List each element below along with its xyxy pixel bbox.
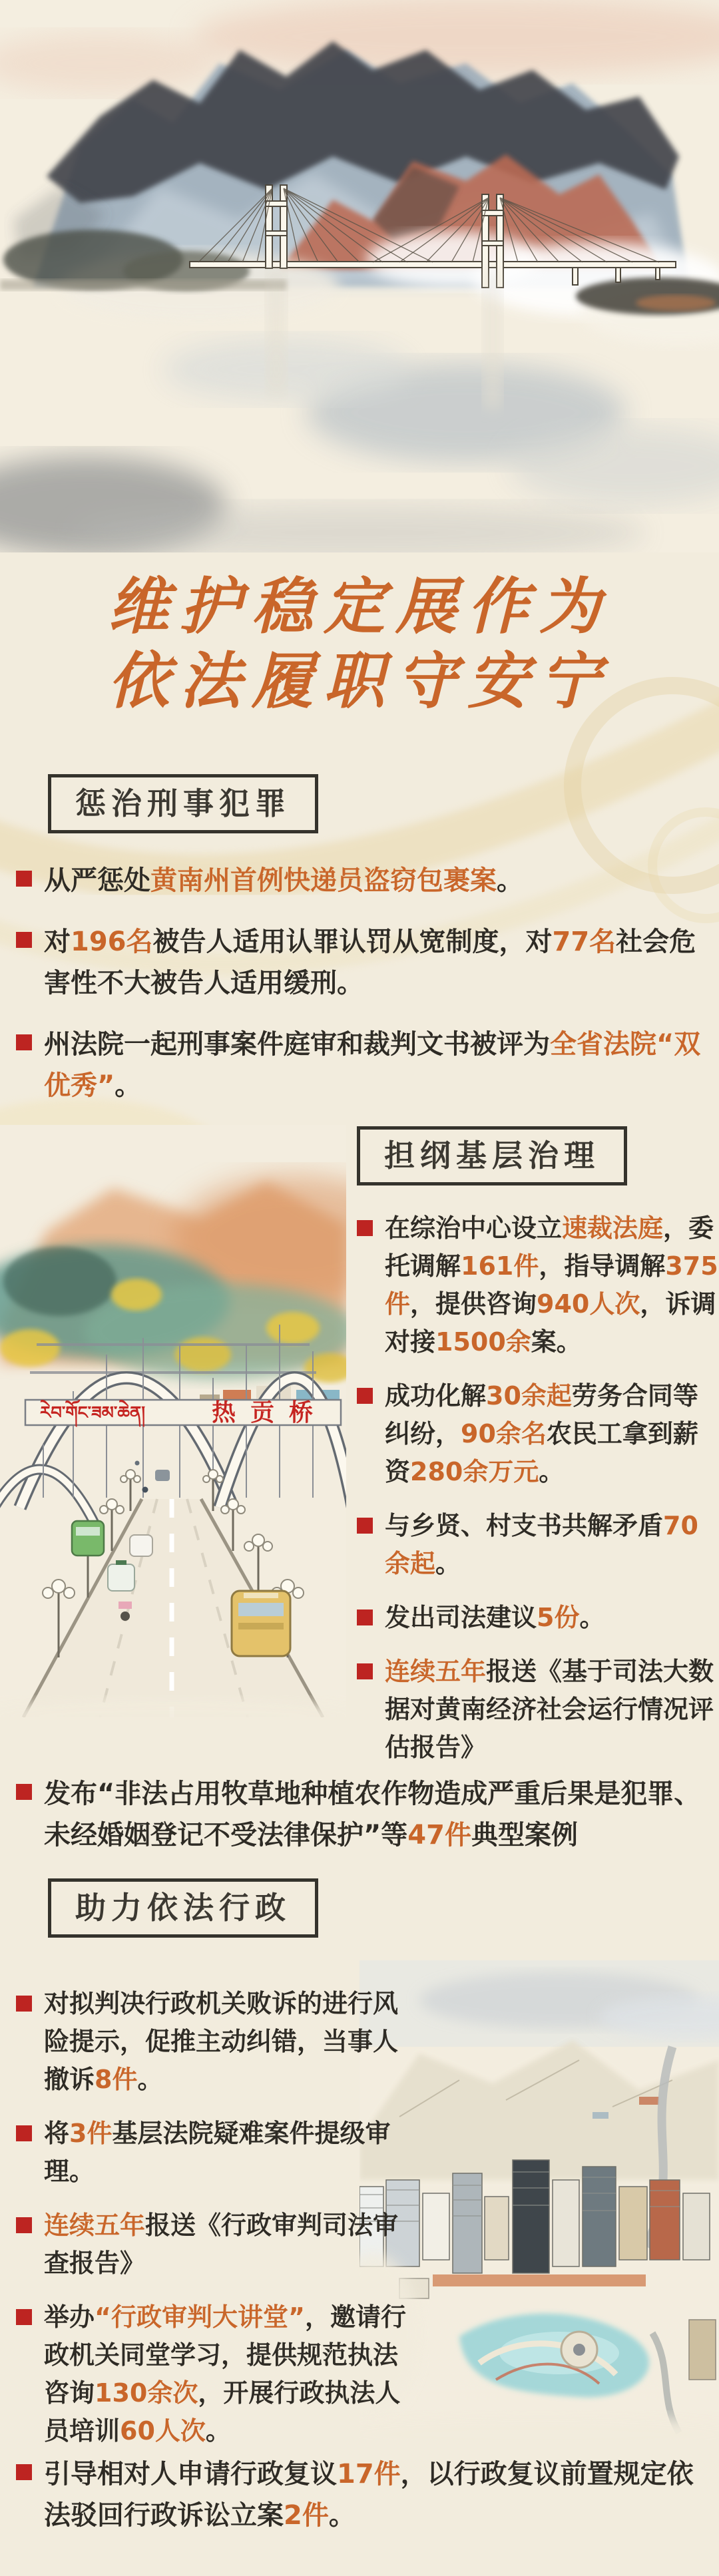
list-item bbox=[16, 1985, 410, 2099]
bullet-square-icon bbox=[357, 1220, 373, 1236]
section-header-box: 助力依法行政 bbox=[48, 1878, 318, 1938]
bullet-square-icon bbox=[16, 2464, 32, 2480]
bullet-square-icon bbox=[16, 1034, 32, 1050]
poster-title bbox=[0, 570, 719, 719]
bullet-text: 将3件基层法院疑难案件提级审理。 bbox=[44, 2119, 391, 2186]
bullet-square-icon bbox=[357, 1610, 373, 1625]
bullet-text: 发出司法建议5份。 bbox=[385, 1603, 605, 1633]
bullet-square-icon bbox=[16, 1996, 32, 2012]
list-item bbox=[357, 1599, 719, 1637]
bullet-text: 对拟判决行政机关败诉的进行风险提示，促推主动纠错，当事人撤诉8件。 bbox=[44, 1989, 399, 2094]
title-line-1: 维护稳定展作为 bbox=[107, 571, 611, 642]
list-item bbox=[357, 1377, 719, 1491]
bullet-square-icon bbox=[16, 2125, 32, 2141]
section-header-box: 担纲基层治理 bbox=[357, 1126, 627, 1185]
top-painting-bridge-mountains bbox=[0, 0, 719, 552]
bullet-text: 发布“非法占用牧草地种植农作物造成严重后果是犯罪、未经婚姻登记不受法律保护”等47件典型案例 bbox=[44, 1779, 701, 1850]
section-header-criminal bbox=[48, 774, 318, 833]
bullet-text: 连续五年报送《基于司法大数据对黄南经济社会运行情况评估报告》 bbox=[385, 1657, 714, 1763]
bridge-caption-chinese: 热贡桥 bbox=[212, 1399, 328, 1426]
middle-painting-regong-bridge bbox=[0, 1125, 346, 1717]
title-line-2: 依法履职守安宁 bbox=[107, 646, 611, 717]
bullet-text: 连续五年报送《行政审判司法审查报告》 bbox=[44, 2211, 399, 2278]
bridge-caption-tibetan: རེབ་གོང་ཟམ་ཆེན། bbox=[40, 1403, 146, 1423]
list-item bbox=[357, 1209, 719, 1361]
bottom-painting-city-aerial bbox=[360, 1960, 719, 2440]
bullet-text: 举办“行政审判大讲堂”，邀请行政机关同堂学习，提供规范执法咨询130余次，开展行政执法人员培训60人次。 bbox=[44, 2302, 406, 2446]
admin-review-bullet bbox=[16, 2454, 712, 2536]
list-item bbox=[16, 1024, 706, 1106]
bullet-square-icon bbox=[357, 1663, 373, 1679]
list-item bbox=[16, 921, 706, 1004]
list-item bbox=[357, 1653, 719, 1767]
list-item bbox=[16, 2207, 410, 2282]
bullet-text: 引导相对人申请行政复议17件，以行政复议前置规定依法驳回行政诉讼立案2件。 bbox=[44, 2459, 694, 2531]
section-header-admin bbox=[48, 1878, 318, 1938]
list-item bbox=[16, 1773, 708, 1856]
criminal-bullet-list bbox=[16, 860, 706, 1106]
admin-bullet-list bbox=[16, 1985, 410, 2450]
section-header-box: 惩治刑事犯罪 bbox=[48, 774, 318, 833]
bullet-text: 成功化解30余起劳务合同等纠纷，90余名农民工拿到薪资280余万元。 bbox=[385, 1381, 698, 1487]
bullet-text: 在综治中心设立速裁法庭，委托调解161件，指导调解375件，提供咨询940人次，诉调对接1500余案。 bbox=[385, 1213, 718, 1357]
bullet-text: 对196名被告人适用认罪认罚从宽制度，对77名社会危害性不大被告人适用缓刑。 bbox=[44, 927, 696, 998]
list-item bbox=[16, 2454, 712, 2536]
bullet-text: 与乡贤、村支书共解矛盾70余起。 bbox=[385, 1511, 698, 1579]
typical-cases-bullet bbox=[16, 1773, 708, 1856]
bullet-square-icon bbox=[16, 1784, 32, 1800]
bullet-text: 从严惩处黄南州首例快递员盗窃包裹案。 bbox=[44, 865, 523, 896]
bullet-text: 州法院一起刑事案件庭审和裁判文书被评为全省法院“双优秀”。 bbox=[44, 1029, 701, 1101]
list-item bbox=[16, 860, 706, 901]
bullet-square-icon bbox=[16, 2217, 32, 2233]
governance-column bbox=[357, 1126, 719, 1767]
list-item bbox=[16, 2298, 410, 2450]
governance-bullet-list bbox=[357, 1209, 719, 1767]
list-item bbox=[16, 2115, 410, 2191]
bullet-square-icon bbox=[357, 1388, 373, 1404]
list-item bbox=[357, 1507, 719, 1583]
bullet-square-icon bbox=[16, 2309, 32, 2325]
bullet-square-icon bbox=[357, 1518, 373, 1534]
bullet-square-icon bbox=[16, 932, 32, 948]
bullet-square-icon bbox=[16, 871, 32, 887]
